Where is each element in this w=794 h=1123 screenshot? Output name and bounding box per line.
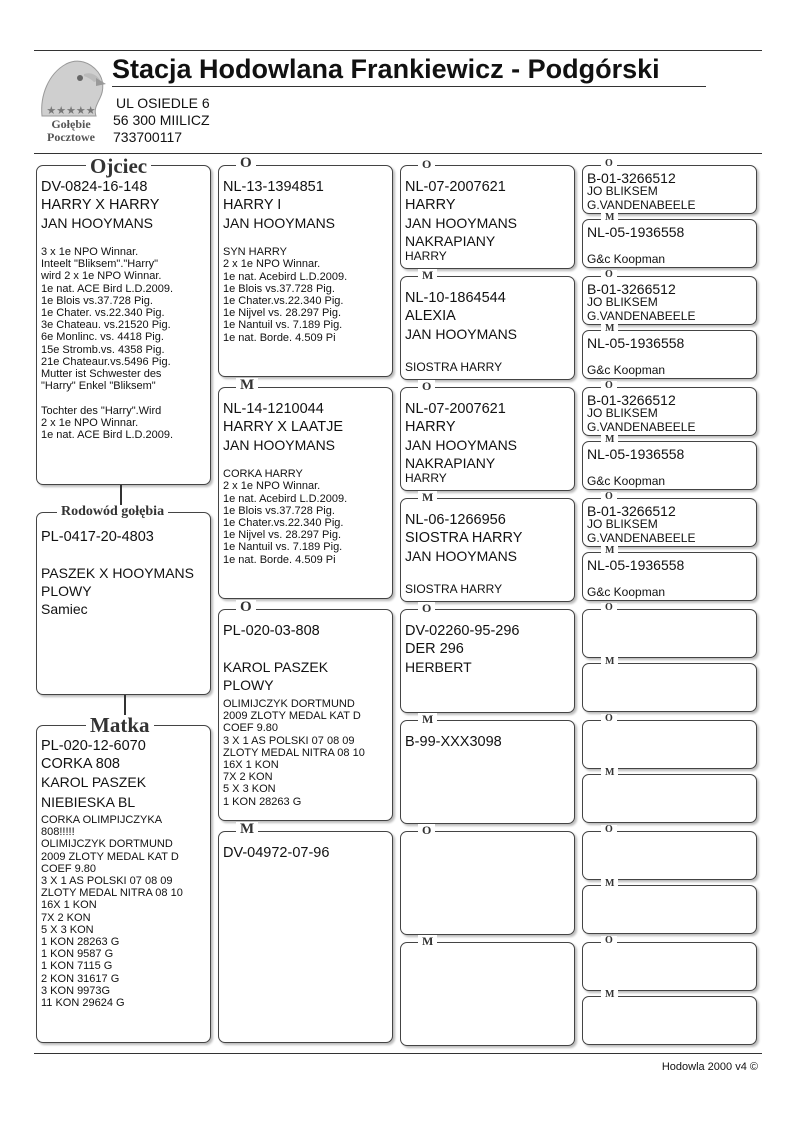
grandparent-note-line — [223, 456, 390, 468]
mother-note-line: 1 KON 28263 G — [41, 936, 120, 949]
grandparent-label: M — [236, 822, 258, 837]
great-grandparent-line: DV-02260-95-296 — [405, 623, 520, 639]
gen4-owner: G&c Koopman — [587, 585, 666, 599]
gen4-label: O — [601, 381, 617, 391]
grandparent-line: HARRY I — [223, 197, 282, 213]
gen4-owner: G.VANDENABEELE — [587, 531, 696, 545]
great-grandparent-box — [400, 498, 575, 602]
father-ring: DV-0824-16-148 — [41, 179, 148, 195]
father-note-line: 21e Chateaur.vs.5496 Pig. — [41, 355, 171, 368]
gen4-label: O — [601, 936, 617, 946]
gen4-ancestor-box — [582, 609, 757, 658]
gen4-ancestor-box — [582, 498, 757, 547]
gen4-ring: B-01-3266512 — [587, 392, 676, 408]
great-grandparent-note: SIOSTRA HARRY — [405, 582, 503, 596]
pigeon-detail-line: Samiec — [41, 601, 88, 617]
mother-note-line: 7X 2 KON — [41, 911, 91, 924]
father-note-line: 1e nat. ACE Bird L.D.2009. — [41, 429, 174, 442]
father-note-line — [41, 392, 208, 404]
mother-note-line: 3 X 1 AS POLSKI 07 08 09 — [41, 875, 173, 888]
great-grandparent-line: JAN HOOYMANS — [405, 215, 518, 231]
title-underline — [112, 86, 706, 87]
great-grandparent-line: NAKRAPIANY — [405, 455, 496, 471]
grandparent-line: NL-14-1210044 — [223, 401, 324, 417]
father-name: HARRY X HARRY — [41, 197, 160, 213]
mother-note-line: CORKA OLIMPIJCZYKA — [41, 814, 163, 826]
great-grandparent-label: O — [418, 380, 435, 392]
father-note-line: Mutter ist Schwester des — [41, 368, 162, 381]
grandparent-note-line: ZLOTY MEDAL NITRA 08 10 — [223, 746, 365, 759]
gen4-owner: G.VANDENABEELE — [587, 309, 696, 323]
address-line-3: 733700117 — [113, 129, 183, 145]
grandparent-note-line: 1e Nijvel vs. 28.297 Pig. — [223, 307, 342, 320]
great-grandparent-box — [400, 609, 575, 713]
gen4-ring: NL-05-1936558 — [587, 224, 685, 240]
father-note-line: 15e Stromb.vs. 4358 Pig. — [41, 343, 165, 356]
great-grandparent-note: SIOSTRA HARRY — [405, 360, 503, 374]
grandparent-line: NL-13-1394851 — [223, 179, 324, 195]
grandparent-note-line: 1 KON 28263 G — [223, 795, 302, 808]
grandparent-line: PL-020-03-808 — [223, 623, 320, 639]
gen4-ancestor-box — [582, 552, 757, 601]
father-note-line: 6e Monlinc. vs. 4418 Pig. — [41, 331, 164, 344]
gen4-label: O — [601, 825, 617, 835]
grandparent-note-line — [223, 234, 390, 246]
gen4-ring: B-01-3266512 — [587, 503, 676, 519]
gen4-ring: B-01-3266512 — [587, 170, 676, 186]
great-grandparent-note: HARRY — [405, 471, 447, 485]
mother-note-line: 2009 ZLOTY MEDAL KAT D — [41, 850, 179, 863]
pigeon-ring: PL-0417-20-4803 — [41, 529, 154, 545]
gen4-label: M — [601, 768, 618, 778]
father-note-line: Tochter des "Harry".Wird — [41, 404, 162, 417]
gen4-ancestor-box — [582, 942, 757, 991]
great-grandparent-note: HARRY — [405, 249, 447, 263]
grandparent-box — [218, 387, 393, 599]
mother-label: Matka — [86, 715, 154, 736]
pigeon-detail-line: PASZEK X HOOYMANS — [41, 565, 194, 581]
great-grandparent-line: JAN HOOYMANS — [405, 437, 518, 453]
gen4-ring: NL-05-1936558 — [587, 446, 685, 462]
great-grandparent-label: O — [418, 602, 435, 614]
gen4-owner: G.VANDENABEELE — [587, 198, 696, 212]
grandparent-note-line: 3 X 1 AS POLSKI 07 08 09 — [223, 734, 355, 747]
mother-note-line: 1 KON 9587 G — [41, 948, 114, 961]
great-grandparent-label: O — [418, 158, 435, 170]
grandparent-label: M — [236, 378, 258, 393]
gen4-ring: B-01-3266512 — [587, 281, 676, 297]
father-note-line: 1e nat. ACE Bird L.D.2009. — [41, 282, 174, 295]
father-note-line: 1e Blois vs.37.728 Pig. — [41, 294, 153, 307]
gen4-ancestor-box — [582, 663, 757, 712]
gen4-label: M — [601, 990, 618, 1000]
grandparent-note-line: COEF 9.80 — [223, 722, 279, 735]
great-grandparent-line: NAKRAPIANY — [405, 233, 496, 249]
great-grandparent-line: HERBERT — [405, 659, 472, 675]
grandparent-note-line: 2 x 1e NPO Winnar. — [223, 480, 321, 493]
grandparent-note-line: 1e Blois vs.37.728 Pig. — [223, 504, 335, 517]
father-note-line: wird 2 x 1e NPO Winnar. — [41, 270, 162, 283]
logo-stars: ★★★★★ — [46, 105, 96, 117]
great-grandparent-box — [400, 720, 575, 824]
grandparent-note-line: 5 X 3 KON — [223, 783, 276, 796]
father-owner: JAN HOOYMANS — [41, 215, 154, 231]
gen4-ancestor-box — [582, 441, 757, 490]
gen4-ancestor-box — [582, 885, 757, 934]
mother-color: NIEBIESKA BL — [41, 794, 136, 810]
mother-note-line: 5 X 3 KON — [41, 923, 94, 936]
footer-text: Hodowla 2000 v4 © — [661, 1061, 758, 1073]
mother-note-line: OLIMIJCZYK DORTMUND — [41, 838, 173, 851]
grandparent-note-line: 2009 ZLOTY MEDAL KAT D — [223, 710, 361, 723]
grandparent-note-line: OLIMIJCZYK DORTMUND — [223, 698, 355, 710]
father-notes — [41, 246, 208, 441]
mother-notes — [41, 814, 208, 1009]
father-label: Ojciec — [86, 156, 151, 177]
mother-note-line: 2 KON 31617 G — [41, 972, 120, 985]
gen4-label: O — [601, 270, 617, 280]
great-grandparent-line: HARRY — [405, 197, 456, 213]
mother-owner: KAROL PASZEK — [41, 774, 147, 790]
gen4-label: M — [601, 324, 618, 334]
gen4-label: M — [601, 435, 618, 445]
father-note-line: "Harry" Enkel "Bliksem" — [41, 380, 156, 393]
gen4-label: M — [601, 546, 618, 556]
gen4-ring: NL-05-1936558 — [587, 557, 685, 573]
grandparent-note-line: 1e Blois vs.37.728 Pig. — [223, 282, 335, 295]
great-grandparent-line: NL-06-1266956 — [405, 512, 506, 528]
grandparent-note-line: 1e nat. Borde. 4.509 Pi — [223, 553, 336, 566]
great-grandparent-line: JAN HOOYMANS — [405, 326, 518, 342]
mother-name: CORKA 808 — [41, 756, 120, 772]
mother-note-line: 808!!!!! — [41, 826, 75, 839]
gen4-label: O — [601, 714, 617, 724]
grandparent-note-line: 1e nat. Borde. 4.509 Pi — [223, 331, 336, 344]
grandparent-note-line: 1e Chater.vs.22.340 Pig. — [223, 295, 344, 308]
grandparent-line: PLOWY — [223, 677, 274, 693]
gen4-label: O — [601, 492, 617, 502]
great-grandparent-line: HARRY — [405, 419, 456, 435]
footer-rule — [34, 1053, 762, 1054]
grandparent-note-line: 1e Nijvel vs. 28.297 Pig. — [223, 529, 342, 542]
pigeon-detail-line — [41, 546, 208, 564]
grandparent-note-line: 16X 1 KON — [223, 759, 279, 772]
gen4-ancestor-box — [582, 831, 757, 880]
gen4-ancestor-box — [582, 387, 757, 436]
mother-note-line: 16X 1 KON — [41, 899, 97, 912]
great-grandparent-label: M — [418, 491, 437, 503]
grandparent-note-line: CORKA HARRY — [223, 468, 303, 481]
grandparent-line: JAN HOOYMANS — [223, 437, 336, 453]
great-grandparent-line: NL-07-2007621 — [405, 179, 506, 195]
mother-note-line: ZLOTY MEDAL NITRA 08 10 — [41, 887, 183, 900]
gen4-owner: G&c Koopman — [587, 252, 666, 266]
mother-note-line: 11 KON 29624 G — [41, 997, 125, 1010]
gen4-ancestor-box — [582, 276, 757, 325]
pigeon-details — [41, 546, 208, 618]
mother-box — [36, 725, 211, 1043]
page-title: Stacja Hodowlana Frankiewicz - Podgórski — [112, 54, 660, 84]
gen4-owner: G&c Koopman — [587, 474, 666, 488]
grandparent-label: O — [236, 600, 256, 615]
great-grandparent-box — [400, 942, 575, 1046]
grandparent-line: DV-04972-07-96 — [223, 845, 330, 861]
father-note-line: Inteelt "Bliksem"."Harry" — [41, 258, 159, 271]
great-grandparent-line: NL-07-2007621 — [405, 401, 506, 417]
great-grandparent-line: JAN HOOYMANS — [405, 548, 518, 564]
gen4-label: M — [601, 213, 618, 223]
grandparent-line: HARRY X LAATJE — [223, 419, 344, 435]
great-grandparent-label: M — [418, 713, 437, 725]
gen4-label: O — [601, 603, 617, 613]
grandparent-box — [218, 609, 393, 821]
father-note-line: 2 x 1e NPO Winnar. — [41, 416, 139, 429]
pigeon-logo — [34, 56, 108, 148]
logo-text-1: Gołębie — [51, 117, 91, 131]
gen4-name: JO BLIKSEM — [587, 406, 658, 420]
gen4-name: JO BLIKSEM — [587, 184, 658, 198]
pigeon-label: Rodowód gołębia — [57, 505, 168, 519]
great-grandparent-line: DER 296 — [405, 641, 464, 657]
great-grandparent-line: B-99-XXX3098 — [405, 734, 502, 750]
gen4-ancestor-box — [582, 330, 757, 379]
great-grandparent-line: SIOSTRA HARRY — [405, 530, 523, 546]
gen4-ancestor-box — [582, 165, 757, 214]
grandparent-note-line: 1e nat. Acebird L.D.2009. — [223, 270, 348, 283]
gen4-owner: G&c Koopman — [587, 363, 666, 377]
great-grandparent-line: NL-10-1864544 — [405, 290, 506, 306]
grandparent-label: O — [236, 156, 256, 171]
mother-note-line: 1 KON 7115 G — [41, 960, 113, 973]
pigeon-box — [36, 512, 211, 695]
mother-note-line: COEF 9.80 — [41, 862, 97, 875]
grandparent-line: KAROL PASZEK — [223, 659, 329, 675]
grandparent-note-line: 1e Chater.vs.22.340 Pig. — [223, 517, 344, 530]
grandparent-note-line: 2 x 1e NPO Winnar. — [223, 258, 321, 271]
gen4-ancestor-box — [582, 720, 757, 769]
gen4-ancestor-box — [582, 219, 757, 268]
father-note-line: 3 x 1e NPO Winnar. — [41, 246, 139, 258]
gen4-label: M — [601, 879, 618, 889]
gen4-owner: G.VANDENABEELE — [587, 420, 696, 434]
grandparent-note-line: 1e Nantuil vs. 7.189 Pig. — [223, 319, 343, 332]
great-grandparent-box — [400, 165, 575, 269]
pigeon-detail-line: PLOWY — [41, 583, 92, 599]
gen4-label: M — [601, 657, 618, 667]
gen4-name: JO BLIKSEM — [587, 295, 658, 309]
grandparent-note-line: 1e nat. Acebird L.D.2009. — [223, 492, 348, 505]
gen4-name: JO BLIKSEM — [587, 517, 658, 531]
great-grandparent-line: ALEXIA — [405, 308, 456, 324]
great-grandparent-box — [400, 831, 575, 935]
logo-text-2: Pocztowe — [47, 130, 95, 144]
grandparent-line: JAN HOOYMANS — [223, 215, 336, 231]
grandparent-note-line: 7X 2 KON — [223, 771, 273, 784]
great-grandparent-label: O — [418, 824, 435, 836]
great-grandparent-label: M — [418, 935, 437, 947]
address-line-2: 56 300 MIILICZ — [113, 112, 210, 128]
grandparent-box — [218, 165, 393, 377]
mother-note-line: 3 KON 9973G — [41, 984, 111, 997]
grandparent-note-line: SYN HARRY — [223, 246, 287, 259]
grandparent-note-line: 1e Nantuil vs. 7.189 Pig. — [223, 541, 343, 554]
father-note-line: 1e Chater. vs.22.340 Pig. — [41, 307, 165, 320]
great-grandparent-box — [400, 387, 575, 491]
grandparent-box — [218, 831, 393, 1043]
gen4-ancestor-box — [582, 774, 757, 823]
address-line-1: UL OSIEDLE 6 — [116, 95, 210, 111]
great-grandparent-box — [400, 276, 575, 380]
gen4-ancestor-box — [582, 996, 757, 1045]
top-rule — [34, 50, 762, 51]
gen4-ring: NL-05-1936558 — [587, 335, 685, 351]
father-box — [36, 165, 211, 485]
grandparent-line — [223, 640, 390, 658]
great-grandparent-label: M — [418, 269, 437, 281]
gen4-label: O — [601, 159, 617, 169]
father-note-line: 3e Chateau. vs.21520 Pig. — [41, 319, 171, 332]
mother-ring: PL-020-12-6070 — [41, 738, 146, 754]
